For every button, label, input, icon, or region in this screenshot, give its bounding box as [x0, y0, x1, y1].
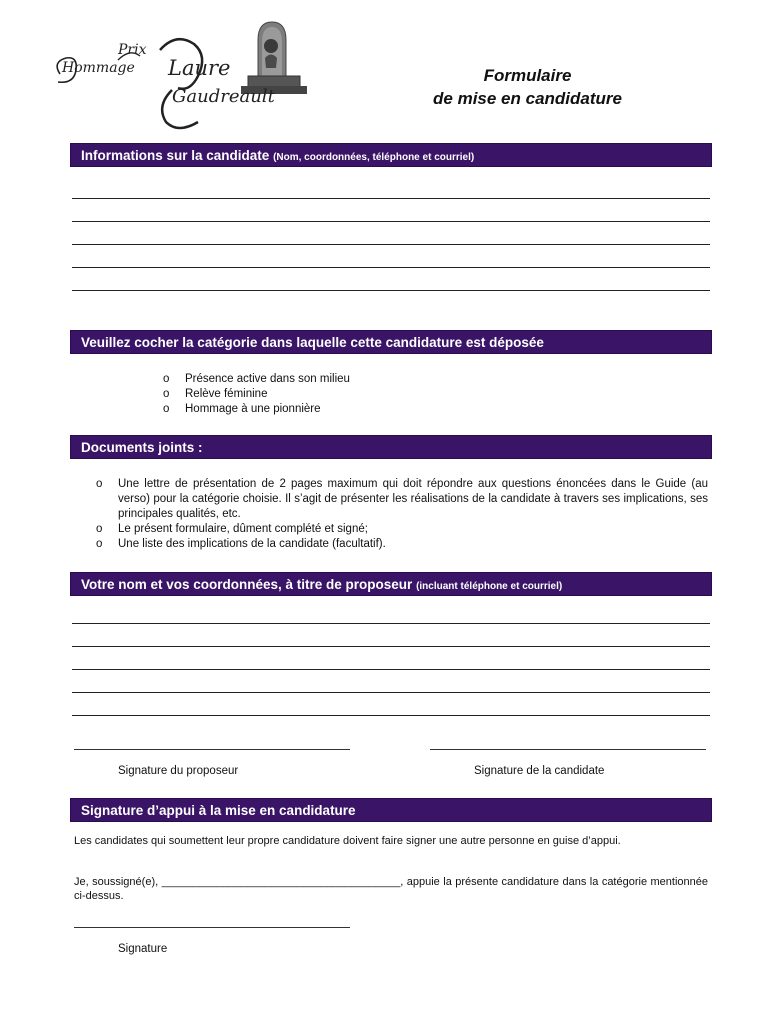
proposer-info-line-4[interactable]: [72, 692, 710, 693]
section-heading-note: (Nom, coordonnées, téléphone et courriel): [273, 152, 475, 163]
logo-laure: Laure: [168, 56, 231, 80]
prix-laure-gaudreault-logo: [48, 18, 318, 138]
candidate-signature-line[interactable]: [430, 749, 706, 750]
document-item-form: o Le présent formulaire, dûment complété et signé;: [96, 522, 708, 537]
supporter-name-blank[interactable]: _______________________________________,: [161, 876, 404, 888]
support-signature-line[interactable]: [74, 927, 350, 928]
page-title: [395, 64, 660, 110]
section-heading-text: Veuillez cocher la catégorie dans laquelle cette candidature est déposée: [81, 335, 544, 350]
support-signature-label: Signature: [118, 943, 168, 955]
proposer-info-line-5[interactable]: [72, 715, 710, 716]
document-item-letter: o Une lettre de présentation de 2 pages maximum qui doit répondre aux questions énoncées dans le Guide (au verso) pour la catégorie choisie. Il s’agit de présenter les réalisations de la candidate à travers ses implications, ses principales qualités, etc.: [96, 477, 708, 522]
section-proposer-heading: [70, 572, 712, 596]
section-heading-text: Informations sur la candidate: [81, 148, 270, 163]
support-statement: [74, 875, 708, 903]
support-statement-start: Je, soussigné(e),: [74, 876, 159, 888]
logo-prix: Prix: [118, 42, 147, 58]
section-documents-heading: [70, 435, 712, 459]
section-heading-text: Documents joints :: [81, 440, 203, 455]
support-statement-end: appuie la présente candidature dans la catégorie mentionnée ci-dessus.: [74, 876, 709, 902]
proposer-info-line-2[interactable]: [72, 646, 710, 647]
candidate-info-line-2[interactable]: [72, 221, 710, 222]
section-candidate-info-heading: [70, 143, 712, 167]
documents-list: [96, 477, 708, 552]
category-options-list: [163, 372, 463, 417]
candidate-info-line-4[interactable]: [72, 267, 710, 268]
proposer-info-line-3[interactable]: [72, 669, 710, 670]
section-heading-text: Votre nom et vos coordonnées, à titre de proposeur: [81, 577, 413, 592]
document-item-implications: o Une liste des implications de la candidate (facultatif).: [96, 537, 708, 552]
logo-gaudreault: Gaudreault: [172, 86, 275, 107]
proposer-signature-label: Signature du proposeur: [118, 765, 239, 777]
candidate-info-line-5[interactable]: [72, 290, 710, 291]
section-category-heading: [70, 330, 712, 354]
logo-hommage: Hommage: [62, 60, 135, 76]
candidate-info-line-1[interactable]: [72, 198, 710, 199]
title-line-2: de mise en candidature: [433, 89, 622, 108]
candidate-info-line-3[interactable]: [72, 244, 710, 245]
candidate-signature-label: Signature de la candidate: [474, 765, 605, 777]
proposer-signature-line[interactable]: [74, 749, 350, 750]
support-instructions: Les candidates qui soumettent leur propre candidature doivent faire signer une autre personne en guise d’appui.: [74, 835, 621, 847]
category-option-releve-feminine[interactable]: o Relève féminine: [163, 387, 463, 402]
title-line-1: Formulaire: [483, 66, 572, 85]
section-heading-text: Signature d’appui à la mise en candidature: [81, 803, 356, 818]
section-support-heading: [70, 798, 712, 822]
section-heading-note: (incluant téléphone et courriel): [416, 581, 563, 592]
proposer-info-line-1[interactable]: [72, 623, 710, 624]
category-option-presence-active[interactable]: o Présence active dans son milieu: [163, 372, 463, 387]
category-option-hommage-pionniere[interactable]: o Hommage à une pionnière: [163, 402, 463, 417]
